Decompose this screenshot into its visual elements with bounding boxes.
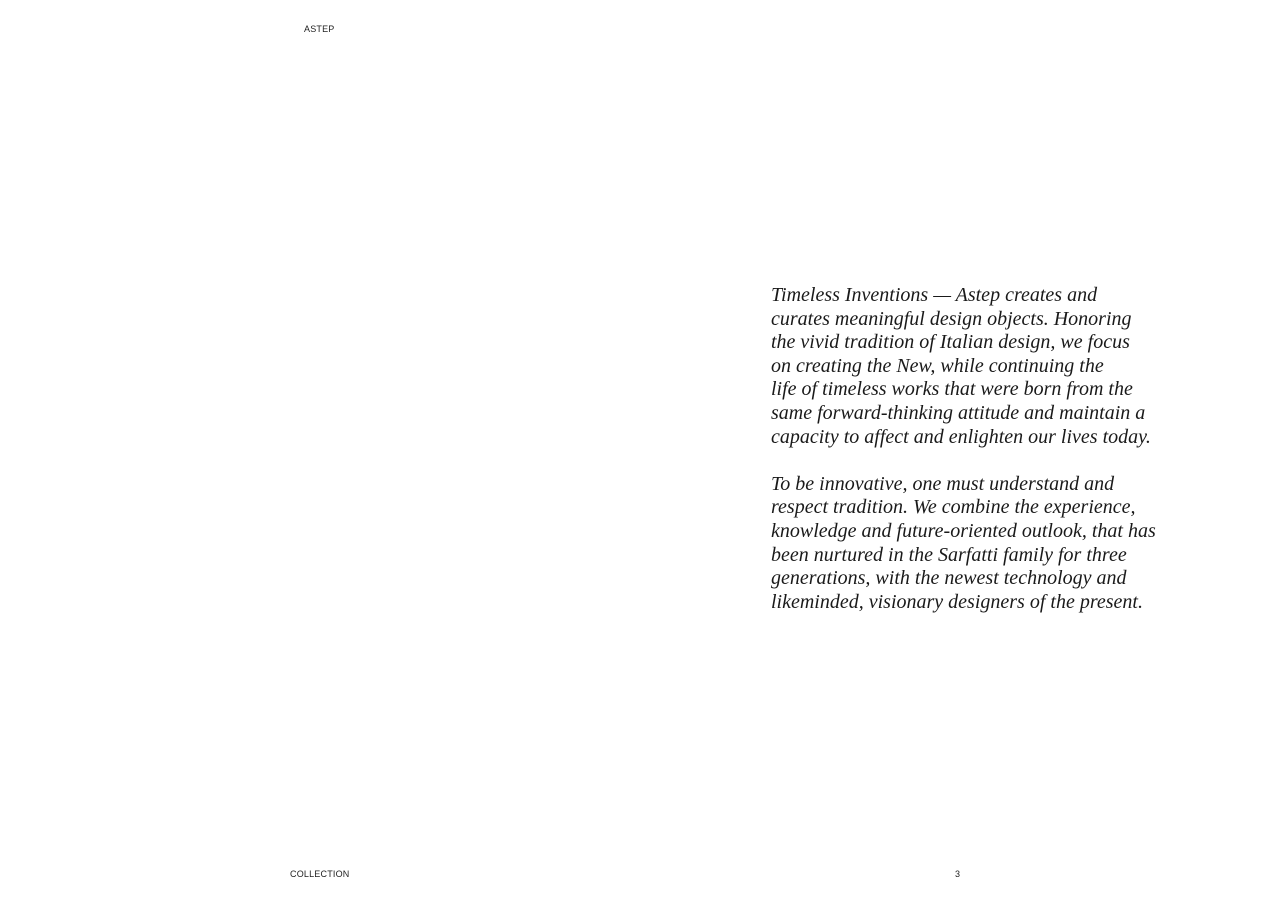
text-line: likeminded, visionary designers of the present. bbox=[771, 590, 1143, 613]
text-line: on creating the New, while continuing the bbox=[771, 354, 1104, 377]
text-line: To be innovative, one must understand and bbox=[771, 472, 1115, 495]
text-line: life of timeless works that were born from the bbox=[771, 378, 1133, 401]
text-line: generations, with the newest technology and bbox=[771, 567, 1127, 590]
text-line: same forward-thinking attitude and maintain a bbox=[771, 401, 1146, 424]
text-line: capacity to affect and enlighten our lives today. bbox=[771, 425, 1151, 448]
paragraph-spacer bbox=[771, 449, 1171, 473]
text-line: curates meaningful design objects. Honoring bbox=[771, 307, 1132, 330]
page-number: 3 bbox=[955, 869, 961, 879]
brand-header: ASTEP bbox=[304, 24, 335, 34]
text-line: knowledge and future-oriented outlook, that has bbox=[771, 519, 1156, 542]
text-line: respect tradition. We combine the experience, bbox=[771, 496, 1136, 519]
text-line: Timeless Inventions — Astep creates and bbox=[771, 284, 1098, 306]
text-line: the vivid tradition of Italian design, we focus bbox=[771, 331, 1130, 354]
text-line: been nurtured in the Sarfatti family for three bbox=[771, 543, 1127, 566]
footer-section-label: COLLECTION bbox=[290, 869, 350, 879]
intro-text bbox=[771, 284, 1171, 614]
paragraph-timeless-inventions bbox=[771, 284, 1171, 449]
paragraph-innovation bbox=[771, 473, 1171, 615]
